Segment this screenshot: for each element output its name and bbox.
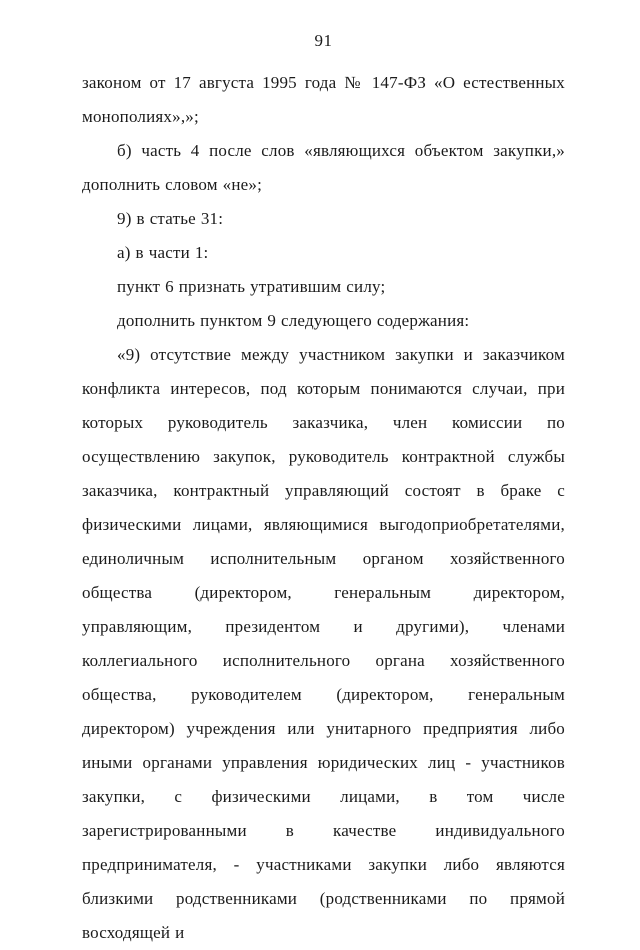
page-number: 91 [314, 31, 333, 50]
paragraph: б) часть 4 после слов «являющихся объектом закупки,» дополнить словом «не»; [82, 141, 565, 194]
paragraph: законом от 17 августа 1995 года № 147-ФЗ «О естественных монополиях»,»; [82, 73, 565, 126]
document-text-block [82, 66, 565, 950]
paragraph: а) в части 1: [117, 243, 209, 262]
paragraph: «9) отсутствие между участником закупки и заказчиком конфликта интересов, под которым понимаются случаи, при которых руководитель заказчика, член комиссии по осуществлению закупок, руководитель контрактной службы заказчика, контрактный управляющий состоят в браке с физическими лицами, являющимися выгодоприобретателями, единоличным исполнительным органом хозяйственного общества (директором, генеральным директором, управляющим, президентом и другими), членами коллегиального исполнительного органа хозяйственного общества, руководителем (директором, генеральным директором) учреждения или унитарного предприятия либо иными органами управления юридических лиц - участников закупки, с физическими лицами, в том числе зарегистрированными в качестве индивидуального предпринимателя, - участниками закупки либо являются близкими родственниками (родственниками по прямой восходящей и [82, 345, 565, 942]
paragraph: 9) в статье 31: [117, 209, 224, 228]
paragraph: пункт 6 признать утратившим силу; [117, 277, 386, 296]
paragraph: дополнить пунктом 9 следующего содержания: [117, 311, 470, 330]
